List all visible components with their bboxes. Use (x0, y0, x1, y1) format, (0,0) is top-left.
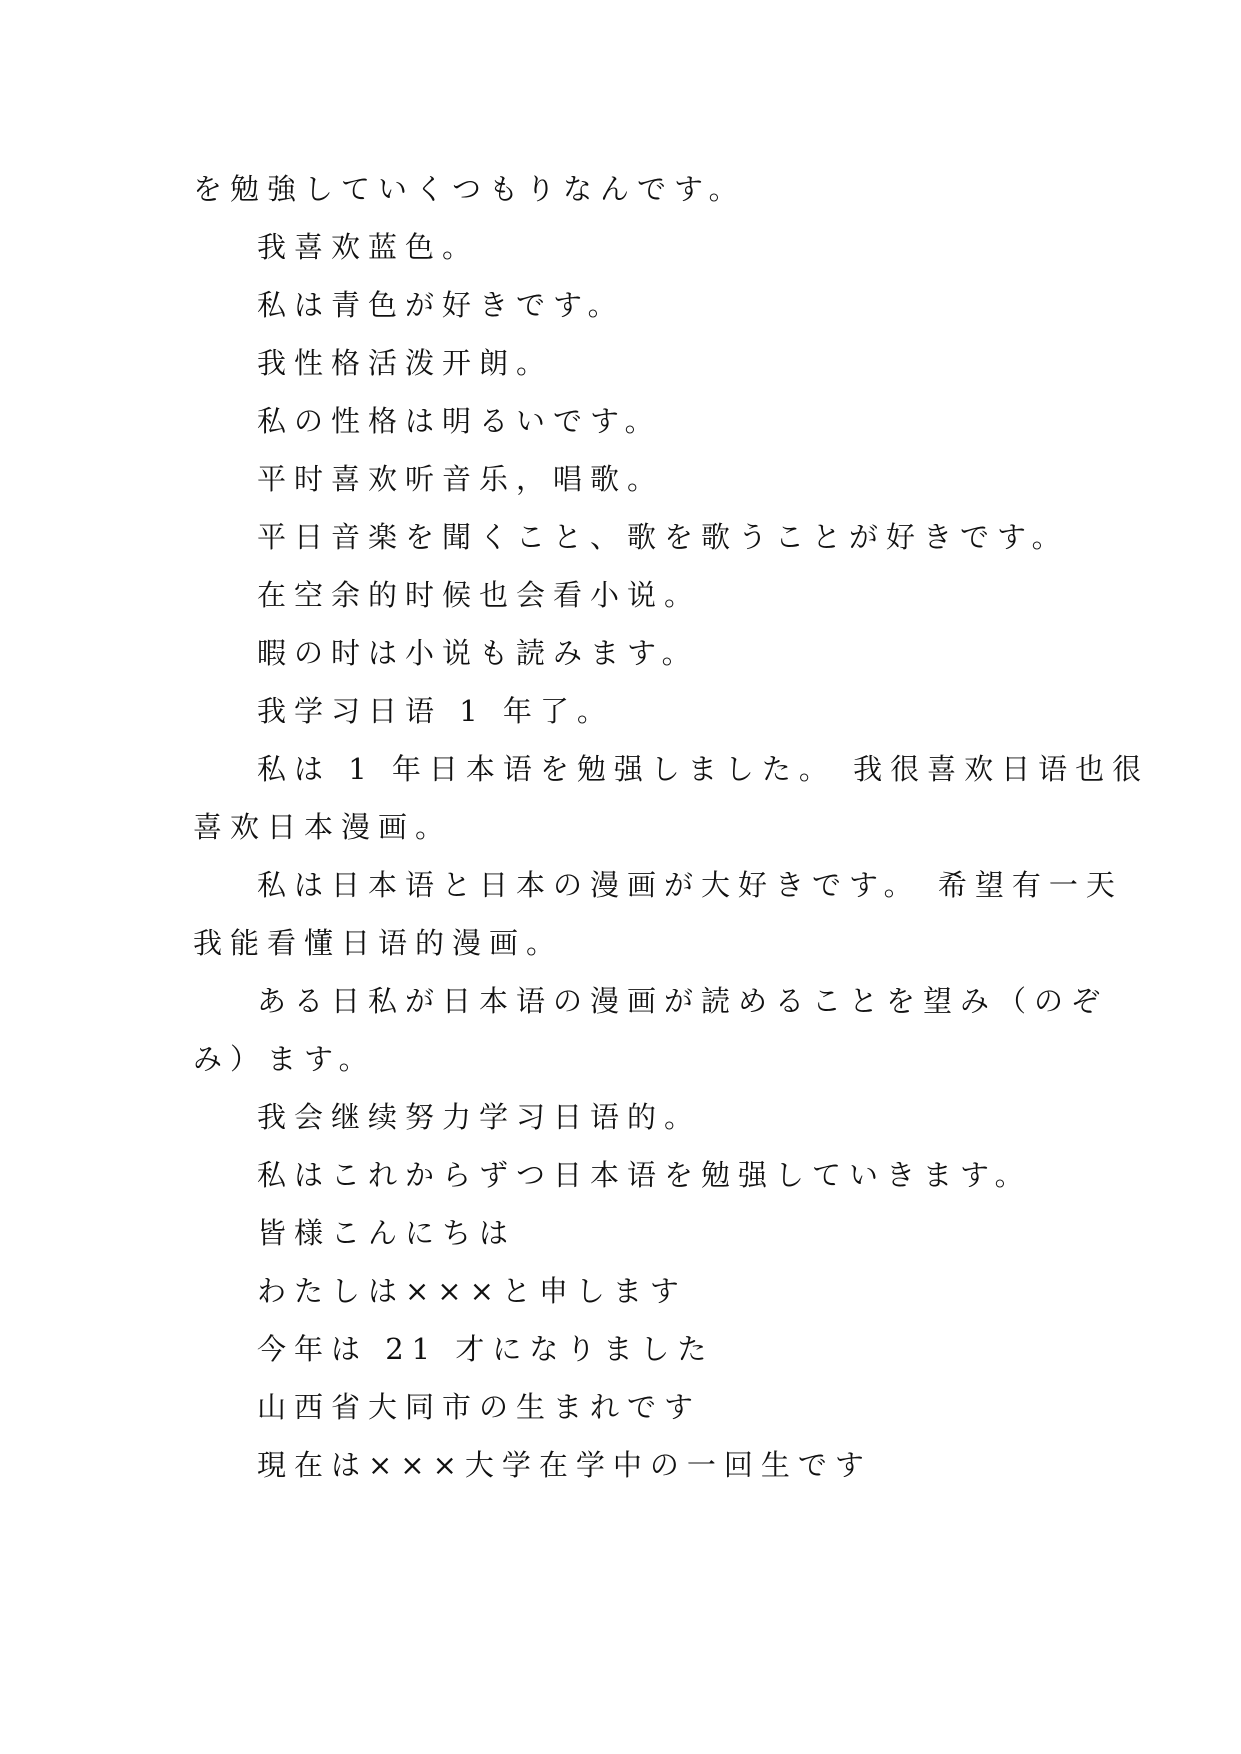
text-line: 我能看懂日语的漫画。 (193, 926, 564, 960)
text-line: 私は 1 年日本语を勉强しました。 我很喜欢日语也很 (257, 752, 1150, 786)
text-line: 喜欢日本漫画。 (193, 810, 453, 844)
text-line: 私は青色が好きです。 (257, 288, 625, 322)
text-line: 我学习日语 1 年了。 (257, 694, 614, 728)
text-line: 皆様こんにちは (257, 1216, 517, 1250)
text-line: み）ます。 (193, 1042, 376, 1076)
text-line: 現在は×××大学在学中の一回生です (257, 1448, 872, 1482)
text-line: を勉強していくつもりなんです。 (193, 172, 746, 206)
text-line: 暇の时は小说も読みます。 (257, 636, 699, 670)
text-line: わたしは×××と申します (257, 1274, 687, 1308)
text-line: 私はこれからずつ日本语を勉强していきます。 (257, 1158, 1032, 1192)
text-line: 山西省大同市の生まれです (257, 1390, 702, 1424)
text-line: 平时喜欢听音乐，唱歌。 (257, 462, 665, 496)
text-line: ある日私が日本语の漫画が読めることを望み（のぞ (257, 984, 1109, 1018)
text-line: 我会继续努力学习日语的。 (257, 1100, 702, 1134)
text-line: 我喜欢蓝色。 (257, 230, 480, 264)
document-body (193, 160, 1150, 1494)
text-line: 我性格活泼开朗。 (257, 346, 554, 380)
text-line: 平日音楽を聞くこと、歌を歌うことが好きです。 (257, 520, 1069, 554)
text-line: 私の性格は明るいです。 (257, 404, 662, 438)
text-line: 私は日本语と日本の漫画が大好きです。 希望有一天 (257, 868, 1123, 902)
text-line: 今年は 21 才になりました (257, 1332, 715, 1366)
text-line: 在空余的时候也会看小说。 (257, 578, 702, 612)
